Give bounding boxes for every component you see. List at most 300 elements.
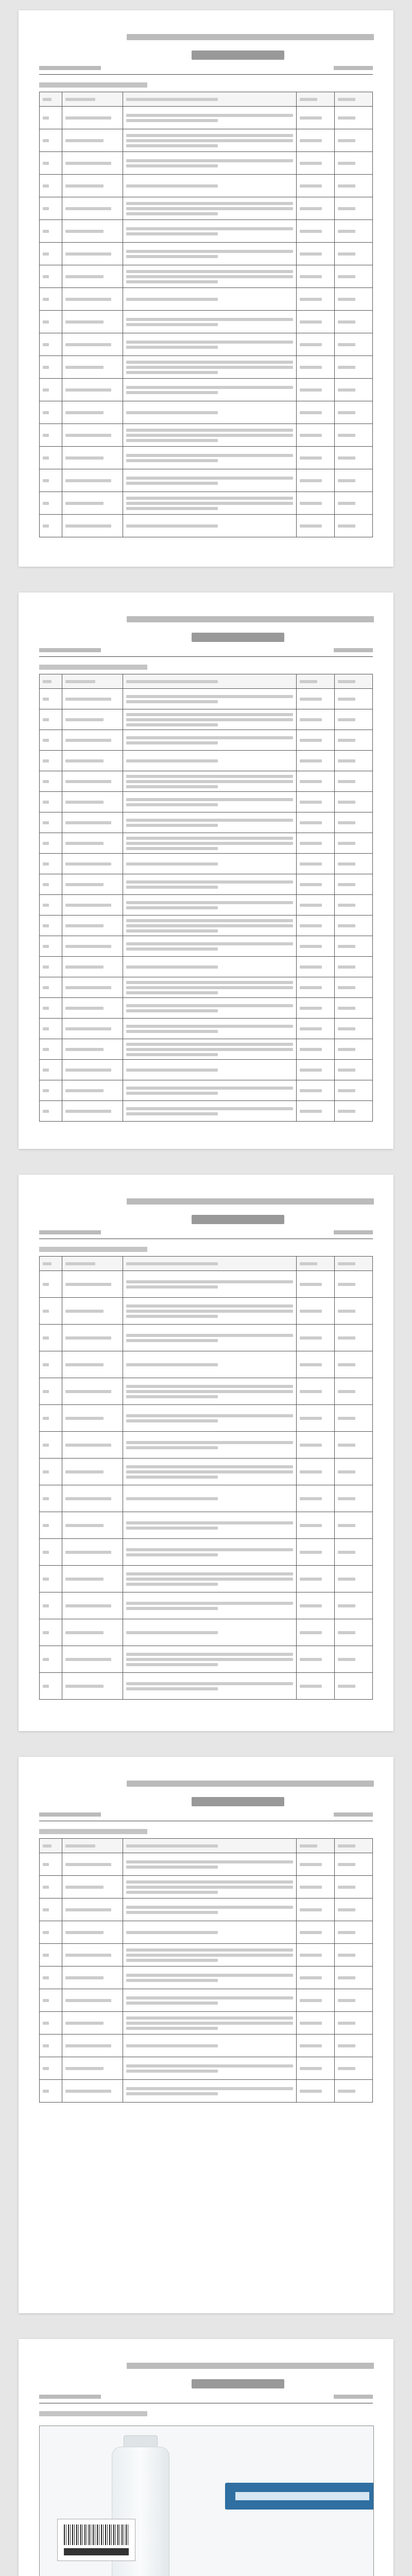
table-row: [40, 424, 373, 447]
report-number-placeholder: [39, 66, 101, 70]
table-cell: [62, 2057, 123, 2080]
table-cell: [40, 895, 62, 916]
text-placeholder: [126, 842, 293, 845]
text-placeholder: [65, 2022, 104, 2025]
table-cell: [335, 515, 373, 537]
report-number-placeholder: [39, 1230, 101, 1234]
text-placeholder: [300, 479, 322, 482]
table-cell: [40, 792, 62, 812]
table-cell: [62, 895, 123, 916]
table-cell: [40, 957, 62, 977]
table-header-cell: [335, 92, 373, 107]
text-placeholder: [338, 965, 355, 969]
table-cell: [123, 1921, 297, 1944]
table-cell: [123, 1039, 297, 1060]
table-cell: [297, 771, 335, 792]
text-placeholder: [338, 1658, 355, 1661]
text-placeholder: [126, 298, 218, 301]
text-placeholder: [338, 680, 355, 683]
text-placeholder: [338, 275, 355, 278]
text-placeholder: [65, 162, 111, 165]
text-placeholder: [338, 1931, 355, 1934]
table-cell: [62, 1060, 123, 1080]
table-cell: [123, 998, 297, 1019]
table-row: [40, 175, 373, 197]
text-placeholder: [126, 502, 293, 505]
text-placeholder: [338, 945, 355, 948]
report-page-5: [19, 2339, 393, 2576]
text-placeholder: [65, 2044, 111, 2047]
table-header-cell: [123, 1257, 297, 1271]
text-placeholder: [43, 252, 49, 256]
text-placeholder: [338, 1954, 355, 1957]
table-cell: [297, 792, 335, 812]
text-placeholder: [126, 1959, 218, 1962]
text-placeholder: [126, 1521, 293, 1524]
text-placeholder: [126, 1395, 218, 1398]
text-placeholder: [126, 1880, 293, 1884]
table-cell: [62, 1566, 123, 1592]
table-cell: [123, 2057, 297, 2080]
table-cell: [40, 1539, 62, 1566]
table-cell: [62, 1967, 123, 1989]
text-placeholder: [43, 230, 49, 233]
text-placeholder: [300, 801, 322, 804]
text-placeholder: [300, 1310, 322, 1313]
text-placeholder: [65, 1390, 111, 1393]
table-cell: [297, 1080, 335, 1101]
text-placeholder: [43, 1390, 49, 1393]
table-row: [40, 751, 373, 771]
text-placeholder: [126, 1446, 218, 1449]
table-cell: [40, 1646, 62, 1673]
text-placeholder: [300, 842, 322, 845]
report-title-placeholder: [192, 2379, 284, 2388]
table-cell: [297, 447, 335, 469]
text-placeholder: [65, 388, 111, 392]
text-placeholder: [338, 524, 355, 528]
text-placeholder: [300, 883, 322, 886]
table-cell: [62, 792, 123, 812]
table-header-cell: [297, 92, 335, 107]
text-placeholder: [126, 114, 293, 117]
text-placeholder: [126, 2087, 293, 2090]
table-cell: [62, 874, 123, 895]
table-cell: [62, 401, 123, 424]
text-placeholder: [43, 320, 49, 324]
report-page-2: [19, 592, 393, 1149]
text-placeholder: [43, 1262, 52, 1265]
text-placeholder: [338, 883, 355, 886]
text-placeholder: [126, 1911, 218, 1914]
text-placeholder: [43, 1908, 49, 1911]
table-cell: [62, 1592, 123, 1619]
text-placeholder: [338, 162, 355, 165]
photo-caption-placeholder: [39, 2411, 147, 2416]
text-placeholder: [65, 2067, 104, 2070]
table-cell: [123, 333, 297, 356]
table-cell: [40, 833, 62, 854]
table-row: [40, 2012, 373, 2035]
text-placeholder: [300, 1863, 322, 1866]
text-placeholder: [300, 1999, 322, 2002]
table-cell: [40, 265, 62, 288]
text-placeholder: [126, 1069, 218, 1072]
page-header: [39, 610, 373, 659]
table-cell: [297, 1989, 335, 2012]
text-placeholder: [65, 1578, 104, 1581]
text-placeholder: [300, 1390, 322, 1393]
text-placeholder: [126, 886, 218, 889]
text-placeholder: [65, 1069, 111, 1072]
table-cell: [62, 689, 123, 709]
text-placeholder: [126, 2092, 218, 2095]
text-placeholder: [43, 801, 49, 804]
text-placeholder: [126, 1092, 218, 1095]
table-cell: [297, 2035, 335, 2057]
table-cell: [335, 1351, 373, 1378]
table-cell: [40, 1944, 62, 1967]
table-cell: [123, 288, 297, 311]
table-cell: [62, 1325, 123, 1351]
table-cell: [62, 311, 123, 333]
text-placeholder: [126, 1607, 218, 1610]
table-header-cell: [297, 1839, 335, 1853]
table-row: [40, 709, 373, 730]
table-cell: [335, 936, 373, 957]
table-cell: [40, 751, 62, 771]
text-placeholder: [338, 1631, 355, 1634]
table-header-cell: [40, 92, 62, 107]
text-placeholder: [43, 524, 49, 528]
table-cell: [40, 1405, 62, 1432]
table-cell: [123, 771, 297, 792]
text-placeholder: [43, 1631, 49, 1634]
table-cell: [123, 1592, 297, 1619]
text-placeholder: [43, 2044, 49, 2047]
table-cell: [123, 730, 297, 751]
table-cell: [297, 2057, 335, 2080]
text-placeholder: [43, 862, 49, 866]
text-placeholder: [300, 230, 322, 233]
text-placeholder: [126, 318, 293, 321]
text-placeholder: [126, 1891, 218, 1894]
text-placeholder: [43, 1027, 49, 1030]
table-cell: [40, 812, 62, 833]
text-placeholder: [338, 388, 355, 392]
table-cell: [62, 998, 123, 1019]
table-cell: [40, 709, 62, 730]
text-placeholder: [300, 1954, 322, 1957]
table-cell: [40, 152, 62, 175]
table-cell: [62, 1351, 123, 1378]
table-cell: [335, 1646, 373, 1673]
text-placeholder: [126, 184, 218, 188]
text-placeholder: [126, 1310, 293, 1313]
text-placeholder: [126, 2044, 218, 2047]
table-cell: [335, 1325, 373, 1351]
table-row: [40, 1899, 373, 1921]
table-row: [40, 265, 373, 288]
text-placeholder: [300, 780, 322, 783]
text-placeholder: [300, 698, 322, 701]
text-placeholder: [126, 255, 218, 258]
text-placeholder: [338, 298, 355, 301]
table-cell: [40, 916, 62, 936]
table-cell: [297, 333, 335, 356]
text-placeholder: [300, 718, 322, 721]
table-header-cell: [123, 92, 297, 107]
text-placeholder: [43, 1685, 49, 1688]
table-cell: [123, 152, 297, 175]
text-placeholder: [65, 904, 111, 907]
table-cell: [123, 977, 297, 998]
table-cell: [335, 107, 373, 129]
text-placeholder: [126, 497, 293, 500]
table-row: [40, 916, 373, 936]
table-cell: [62, 1673, 123, 1700]
text-placeholder: [126, 785, 218, 788]
text-placeholder: [126, 1687, 218, 1690]
table-cell: [297, 1899, 335, 1921]
text-placeholder: [300, 1976, 322, 1979]
table-cell: [297, 1876, 335, 1899]
text-placeholder: [338, 1089, 355, 1092]
text-placeholder: [43, 904, 49, 907]
text-placeholder: [126, 2002, 218, 2005]
table-cell: [40, 2057, 62, 2080]
text-placeholder: [65, 366, 104, 369]
table-cell: [40, 1512, 62, 1539]
table-cell: [62, 916, 123, 936]
table-row: [40, 107, 373, 129]
text-placeholder: [65, 2090, 111, 2093]
table-row: [40, 1405, 373, 1432]
text-placeholder: [65, 1363, 104, 1366]
table-cell: [297, 379, 335, 401]
table-cell: [62, 1646, 123, 1673]
table-cell: [335, 401, 373, 424]
table-cell: [62, 771, 123, 792]
text-placeholder: [126, 366, 293, 369]
table-cell: [123, 1459, 297, 1485]
text-placeholder: [126, 700, 218, 703]
table-cell: [40, 379, 62, 401]
table-cell: [62, 220, 123, 243]
text-placeholder: [43, 1524, 49, 1527]
table-cell: [335, 1967, 373, 1989]
page-number-placeholder: [334, 66, 373, 70]
table-row: [40, 515, 373, 537]
table-cell: [62, 1989, 123, 2012]
table-cell: [123, 792, 297, 812]
text-placeholder: [43, 116, 49, 120]
table-cell: [297, 1566, 335, 1592]
table-cell: [123, 1271, 297, 1298]
text-placeholder: [126, 1663, 218, 1666]
table-cell: [297, 854, 335, 874]
text-placeholder: [65, 411, 104, 414]
text-placeholder: [65, 842, 104, 845]
table-cell: [40, 1325, 62, 1351]
table-cell: [297, 129, 335, 152]
table-cell: [335, 854, 373, 874]
table-cell: [40, 1432, 62, 1459]
text-placeholder: [65, 780, 111, 783]
table-cell: [297, 1325, 335, 1351]
table-cell: [297, 957, 335, 977]
table-cell: [62, 2080, 123, 2103]
table-caption-placeholder: [39, 1829, 147, 1834]
table-cell: [297, 833, 335, 854]
page-number-placeholder: [334, 648, 373, 652]
batch-code-label: [57, 2519, 135, 2561]
table-cell: [62, 1459, 123, 1485]
table-row: [40, 1673, 373, 1700]
table-cell: [297, 751, 335, 771]
table-cell: [335, 977, 373, 998]
text-placeholder: [126, 723, 218, 726]
text-placeholder: [338, 2090, 355, 2093]
text-placeholder: [65, 298, 111, 301]
text-placeholder: [126, 1602, 293, 1605]
table-cell: [62, 936, 123, 957]
text-placeholder: [300, 1886, 322, 1889]
table-header-cell: [40, 1257, 62, 1271]
text-placeholder: [43, 98, 52, 101]
text-placeholder: [338, 1497, 355, 1500]
table-cell: [123, 1673, 297, 1700]
text-placeholder: [43, 456, 49, 460]
table-cell: [123, 1432, 297, 1459]
table-cell: [62, 1899, 123, 1921]
text-placeholder: [126, 2064, 293, 2067]
text-placeholder: [126, 202, 293, 205]
text-placeholder: [338, 1444, 355, 1447]
text-placeholder: [338, 1551, 355, 1554]
table-header-cell: [297, 674, 335, 689]
text-placeholder: [338, 862, 355, 866]
text-placeholder: [65, 1844, 95, 1848]
text-placeholder: [126, 2027, 218, 2030]
table-cell: [335, 1899, 373, 1921]
header-rule: [39, 74, 373, 75]
text-placeholder: [126, 227, 293, 230]
table-cell: [297, 1485, 335, 1512]
text-placeholder: [126, 1527, 218, 1530]
text-placeholder: [338, 2067, 355, 2070]
table-cell: [335, 812, 373, 833]
table-cell: [297, 424, 335, 447]
text-placeholder: [338, 904, 355, 907]
table-cell: [123, 1646, 297, 1673]
text-placeholder: [300, 139, 322, 142]
text-placeholder: [126, 1954, 293, 1957]
text-placeholder: [300, 986, 322, 989]
text-placeholder: [126, 439, 218, 442]
text-placeholder: [43, 388, 49, 392]
table-row: [40, 1039, 373, 1060]
text-placeholder: [43, 842, 49, 845]
table-cell: [123, 689, 297, 709]
table-row: [40, 129, 373, 152]
table-cell: [335, 288, 373, 311]
table-row: [40, 1298, 373, 1325]
text-placeholder: [43, 1931, 49, 1934]
text-placeholder: [43, 1886, 49, 1889]
text-placeholder: [126, 880, 293, 884]
text-placeholder: [65, 1336, 111, 1340]
table-cell: [62, 1271, 123, 1298]
text-placeholder: [65, 1283, 111, 1286]
table-cell: [62, 1944, 123, 1967]
table-row: [40, 1325, 373, 1351]
text-placeholder: [300, 298, 322, 301]
text-placeholder: [338, 1007, 355, 1010]
text-placeholder: [126, 2022, 293, 2025]
text-placeholder: [65, 718, 104, 721]
table-cell: [40, 1899, 62, 1921]
text-placeholder: [126, 250, 293, 253]
table-cell: [335, 2035, 373, 2057]
text-placeholder: [300, 2044, 322, 2047]
text-placeholder: [338, 184, 355, 188]
table-cell: [335, 2080, 373, 2103]
table-row: [40, 1619, 373, 1646]
table-row: [40, 492, 373, 515]
text-placeholder: [338, 139, 355, 142]
table-cell: [40, 1298, 62, 1325]
text-placeholder: [300, 904, 322, 907]
table-row: [40, 957, 373, 977]
table-cell: [297, 1967, 335, 1989]
text-placeholder: [338, 1390, 355, 1393]
table-cell: [40, 197, 62, 220]
table-cell: [62, 833, 123, 854]
table-header-row: [40, 1839, 373, 1853]
table-cell: [297, 1512, 335, 1539]
table-cell: [40, 1619, 62, 1646]
text-placeholder: [126, 929, 218, 933]
table-cell: [123, 379, 297, 401]
text-placeholder: [126, 1470, 293, 1473]
text-placeholder: [300, 680, 317, 683]
table-cell: [40, 1101, 62, 1122]
report-number-placeholder: [39, 648, 101, 652]
table-cell: [297, 492, 335, 515]
text-placeholder: [126, 718, 293, 721]
table-cell: [123, 401, 297, 424]
text-placeholder: [43, 1048, 49, 1051]
table-cell: [335, 152, 373, 175]
table-cell: [40, 1351, 62, 1378]
text-placeholder: [126, 1363, 218, 1366]
table-cell: [123, 1539, 297, 1566]
table-row: [40, 1378, 373, 1405]
table-cell: [62, 129, 123, 152]
text-placeholder: [126, 819, 293, 822]
table-cell: [335, 1039, 373, 1060]
text-placeholder: [65, 434, 111, 437]
text-placeholder: [126, 862, 218, 866]
table-cell: [123, 751, 297, 771]
table-row: [40, 1921, 373, 1944]
text-placeholder: [338, 456, 355, 460]
text-placeholder: [338, 230, 355, 233]
table-cell: [123, 812, 297, 833]
text-placeholder: [126, 482, 218, 485]
text-placeholder: [126, 1866, 218, 1869]
